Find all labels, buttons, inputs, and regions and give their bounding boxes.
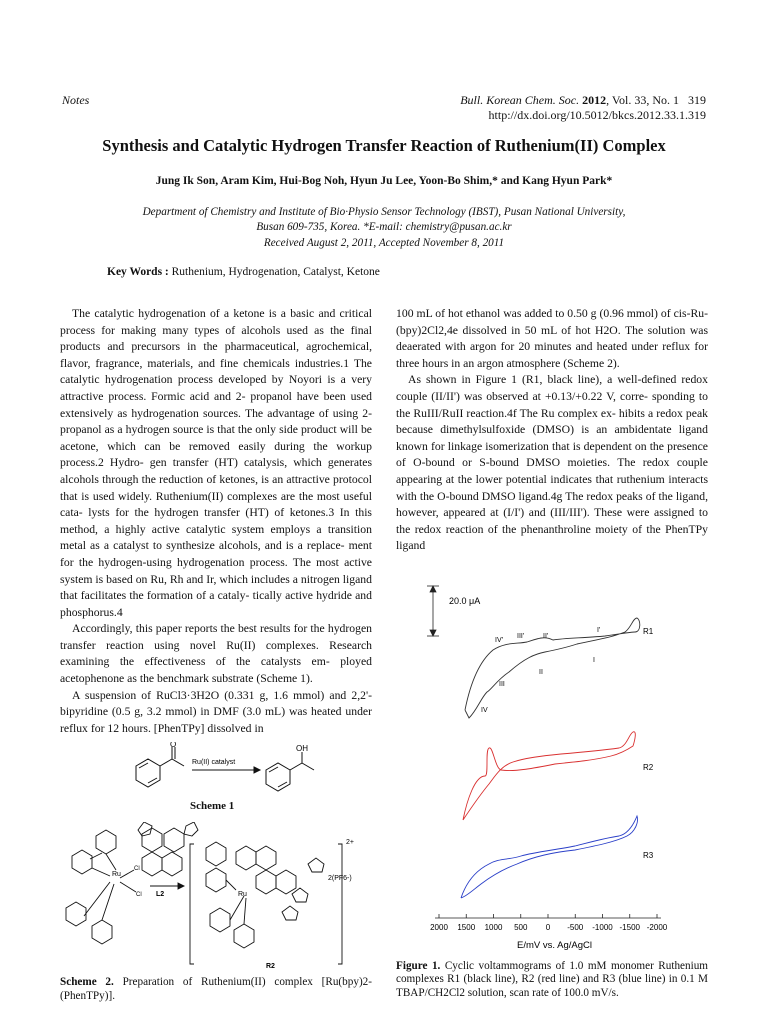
x-tick-label: -1000 (592, 923, 613, 932)
x-tick-label: -2000 (646, 923, 668, 932)
x-axis-label: E/mV vs. Ag/AgCl (517, 940, 592, 951)
x-tick-label: -1500 (619, 923, 640, 932)
scheme-1-caption: Scheme 1 (190, 800, 235, 812)
ruthenium-atom: Ru (238, 891, 247, 898)
intro-paragraph: The catalytic hydrogenation of a ketone is a basic and critical process for making many types of alcohols used as the final products and precursors in the pharmaceutical, agrochemical, flavor, fragrance, materials, and fine chemicals industries.1 The catalytic hydrogenation process developed by Noyori is a very attractive process. Formic acid and 2- propanol have been used extensively as hydrogenation sources. The advantage of using 2-propanol as a hydrogen source is that the only side product will be acetone, which can be removed easily during the workup process.2 Hydro- gen transfer (HT) catalysis, which generates alcohols through the reduction of ketones, is an attractive protocol that is used widely. Ruthenium(II) complexes are the most useful cata- lysts for the hydrogen transfer (HT) of ketones.3 In this method, a highly active catalytic system employs a transition metal as a catalyst to synthesize alcohols, and is a replace- ment for the hydrogen-using hydrogenation process. The most active system is based on Ru, Rh and Ir, which includes a nitrogen ligand that facilitates the formation of a cataly- tically active hydride and phosphorus.4 (60, 307, 372, 619)
peak-label: IV (481, 707, 488, 714)
author-list: Jung Ik Son, Aram Kim, Hui-Bog Noh, Hyun Ju Lee, Yoon-Bo Shim,* and Kang Hyun Park* (155, 175, 613, 187)
scheme-1-reaction (122, 742, 352, 806)
peak-label: IV' (495, 637, 503, 644)
curve-label-r2: R2 (643, 763, 654, 772)
peak-label: II (539, 669, 543, 676)
affiliation-line-2: Busan 609-735, Korea. *E-mail: chemistry@pusan.ac.kr (256, 221, 512, 234)
right-column (396, 306, 708, 555)
x-axis-ticks (430, 914, 668, 932)
running-header-left: Notes (62, 93, 90, 107)
catalyst-label: Ru(II) catalyst (192, 759, 236, 766)
scheme-2-caption-label: Scheme 2. (60, 976, 114, 988)
doi-link[interactable]: http://dx.doi.org/10.5012/bkcs.2012.33.1.319 (488, 108, 706, 122)
scheme-2-caption-text: Preparation of Ruthenium(II) complex [Ru(bpy)2-(PhenTPy)]. (60, 976, 372, 1002)
journal-year: 2012 (582, 93, 607, 107)
curve-r3 (461, 816, 638, 898)
x-tick-label: 1000 (484, 923, 503, 932)
curve-label-r1: R1 (643, 627, 654, 636)
paper-title: Synthesis and Catalytic Hydrogen Transfer Reaction of Ruthenium(II) Complex (102, 136, 666, 155)
synthesis-paragraph: A suspension of RuCl3·3H2O (0.331 g, 1.6 mmol) and 2,2'-bipyridine (0.5 g, 3.2 mmol) in DMF (3.0 mL) was heated under reflux for 12 hours. [PhenTPy] dissolved in (60, 688, 372, 735)
received-dates: Received August 2, 2011, Accepted November 8, 2011 (263, 236, 505, 249)
electrochem-paragraph: As shown in Figure 1 (R1, black line), a well-defined redox couple (II/II') was observed at +0.13/+0.22 V, corre- sponding to the RuIII/RuII reaction.4f The Ru complex ex- hibits a redox peak because dimethylsulfoxide (DMSO) is an ambidentate ligand known for linkage isomerization that is dependent on the presence of O-bound or S-bound DMSO moieties. The redox couple appearing at the lower potential indicates that ruthenium interacts with the O-bound DMSO ligand.4g The redox peaks of the ligand, however, appeared at (I/I') and (III/III'). These were assigned to the redox reaction of the phenanthroline moiety of the PhenTPy ligand (396, 373, 708, 553)
figure-1-caption (396, 960, 708, 1000)
hydroxyl-label: OH (296, 744, 308, 753)
figure-1-voltammogram (405, 580, 705, 955)
page-number: 319 (688, 93, 706, 107)
curve-label-r3: R3 (643, 851, 654, 860)
scheme-2-caption (60, 976, 372, 1003)
keywords-label: Key Words : (107, 266, 169, 278)
ruthenium-atom: Ru (112, 871, 121, 878)
affiliation-line-1: Department of Chemistry and Institute of Bio·Physio Sensor Technology (IBST), Pusan National University, (142, 206, 626, 218)
journal-volume: , Vol. 33, No. 1 (606, 93, 679, 107)
figure-1-caption-label: Figure 1. (396, 960, 441, 972)
synthesis-paragraph-cont: 100 mL of hot ethanol was added to 0.50 g (0.96 mmol) of cis-Ru-(bpy)2Cl2,4e dissolved in 50 mL of hot H2O. The solution was deaerated with argon for 20 minutes and heated under reflux for three hours in an argon atmosphere (Scheme 2). (396, 307, 708, 370)
product-label: R2 (266, 963, 275, 970)
complex-charge: 2+ (346, 839, 354, 846)
peak-label: II' (543, 633, 549, 640)
running-header-right (460, 93, 706, 123)
scale-bar-label: 20.0 μA (449, 596, 481, 606)
peak-label: I' (597, 627, 601, 634)
second-paragraph: Accordingly, this paper reports the best results for the hydrogen transfer reaction using novel Ru(II) complexes. Research examining the effectiveness of the catalysts em- ployed acetophenone as the benchmark substrate (Scheme 1). (60, 622, 372, 686)
counterion-label: 2(PF6-) (328, 875, 352, 882)
peak-label: I (593, 657, 595, 664)
left-column (60, 306, 372, 737)
scheme-2-structure (60, 822, 370, 972)
peak-label: III' (517, 633, 525, 640)
x-tick-label: -500 (567, 923, 584, 932)
figure-1-caption-text: Cyclic voltammograms of 1.0 mM monomer Ruthenium complexes R1 (black line), R2 (red line) and R3 (blue line) in 0.1 M TBAP/CH2Cl2 solution, scan rate of 100.0 mV/s. (396, 960, 709, 999)
keywords (107, 266, 380, 278)
oxygen-label: O (170, 742, 177, 749)
chloride-atom: Cl (136, 892, 142, 898)
curve-r2 (463, 732, 635, 820)
x-tick-label: 1500 (457, 923, 476, 932)
keywords-value: Ruthenium, Hydrogenation, Catalyst, Ketone (171, 266, 380, 278)
journal-name: Bull. Korean Chem. Soc. (460, 93, 580, 107)
curve-r1 (465, 618, 640, 718)
x-tick-label: 500 (514, 923, 528, 932)
x-tick-label: 2000 (430, 923, 448, 932)
chloride-atom: Cl (134, 866, 140, 872)
x-tick-label: 0 (545, 923, 551, 932)
peak-label: III (499, 681, 505, 688)
ligand-label: L2 (156, 891, 165, 898)
affiliation (40, 205, 728, 251)
